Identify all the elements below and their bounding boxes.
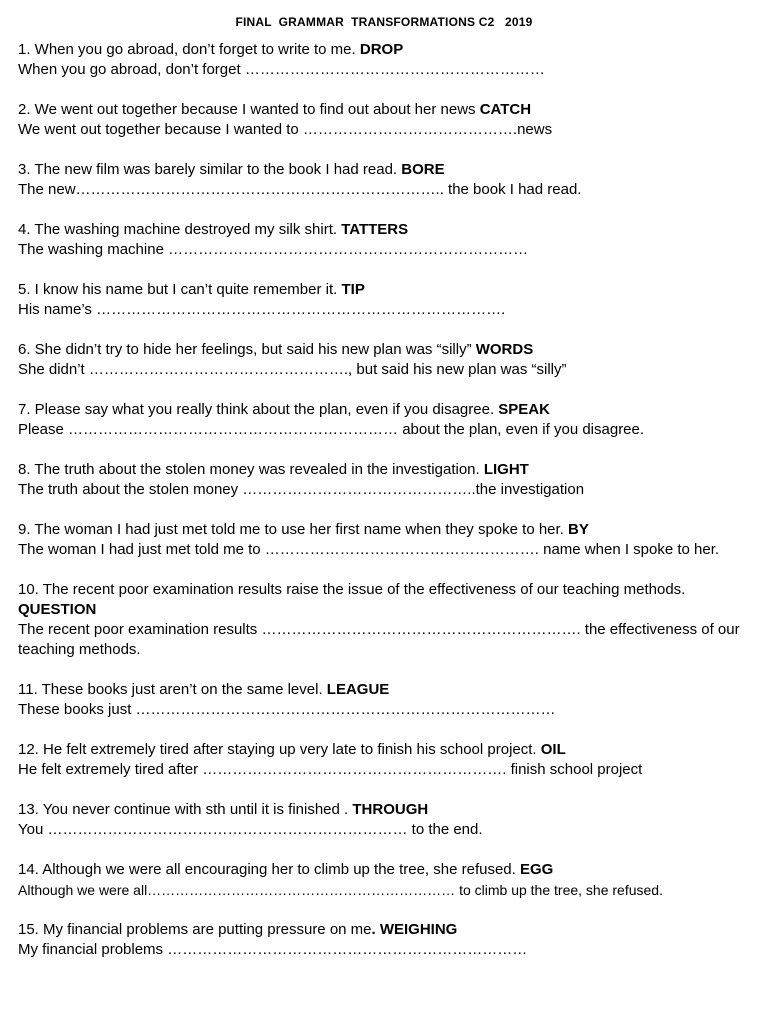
key-word: EGG: [519, 861, 554, 878]
key-word: . WEIGHING: [371, 921, 458, 938]
prompt-sentence: [18, 860, 750, 880]
prompt-text: 14. Although we were all encouraging her to climb up the tree, she refused.: [18, 861, 520, 878]
exercise-item-8: [18, 460, 750, 500]
prompt-sentence: [18, 340, 750, 360]
prompt-sentence: [18, 460, 750, 480]
prompt-text: 5. I know his name but I can’t quite remember it.: [18, 281, 342, 298]
worksheet-title: FINAL GRAMMAR TRANSFORMATIONS C2 2019: [235, 15, 533, 29]
answer-line: Please ………………………………………………………… about the plan, even if you disagree.: [18, 421, 645, 438]
prompt-sentence: [18, 680, 750, 700]
answer-line: The recent poor examination results ………………………………………………………. the effectiveness of our teaching methods.: [18, 621, 740, 658]
prompt-text: 2. We went out together because I wanted to find out about her news: [18, 101, 480, 118]
answer-line: These books just …………………………………………………………………………: [18, 701, 556, 718]
prompt-text: 3. The new film was barely similar to the book I had read.: [18, 161, 402, 178]
exercise-item-6: [18, 340, 750, 380]
key-word: CATCH: [479, 101, 532, 118]
exercise-item-13: [18, 800, 750, 840]
exercise-item-10: [18, 580, 750, 660]
answer-line: His name’s ……………………………………………………………………….: [18, 301, 506, 318]
prompt-sentence: [18, 400, 750, 420]
prompt-sentence: [18, 160, 750, 180]
prompt-text: 11. These books just aren’t on the same level.: [18, 681, 327, 698]
prompt-text: 7. Please say what you really think about the plan, even if you disagree.: [18, 401, 499, 418]
key-word: SPEAK: [498, 401, 550, 418]
key-word: TATTERS: [341, 221, 409, 238]
exercise-item-9: [18, 520, 750, 560]
answer-line: Although we were all………………………………………………………… to climb up the tree, she refused.: [18, 882, 663, 898]
prompt-text: 13. You never continue with sth until it is finished .: [18, 801, 353, 818]
prompt-sentence: [18, 100, 750, 120]
prompt-sentence: [18, 580, 750, 620]
key-word: OIL: [540, 741, 566, 758]
exercise-item-15: [18, 920, 750, 960]
prompt-text: 10. The recent poor examination results raise the issue of the effectiveness of our teaching methods.: [18, 581, 686, 598]
key-word: BY: [568, 521, 589, 538]
answer-line: The woman I had just met told me to ………………………………………………. name when I spoke to her.: [18, 541, 720, 558]
answer-line: The washing machine ………………………………………………………………: [18, 241, 529, 258]
exercise-item-4: [18, 220, 750, 260]
key-word: DROP: [359, 41, 404, 58]
prompt-sentence: [18, 920, 750, 940]
exercise-item-3: [18, 160, 750, 200]
exercise-item-7: [18, 400, 750, 440]
prompt-text: 15. My financial problems are putting pressure on me: [18, 921, 372, 938]
answer-line: When you go abroad, don’t forget ……………………………………………………: [18, 61, 545, 78]
answer-line: The truth about the stolen money ………………………………………..the investigation: [18, 481, 585, 498]
key-word: LIGHT: [483, 461, 529, 478]
prompt-text: 6. She didn’t try to hide her feelings, but said his new plan was “silly”: [18, 341, 476, 358]
prompt-sentence: [18, 800, 750, 820]
exercise-item-5: [18, 280, 750, 320]
answer-line: The new……………………………………………………………….. the book I had read.: [18, 181, 582, 198]
exercise-item-11: [18, 680, 750, 720]
answer-line: He felt extremely tired after ……………………………………………………. finish school project: [18, 761, 643, 778]
key-word: QUESTION: [18, 601, 97, 618]
prompt-text: 9. The woman I had just met told me to use her first name when they spoke to her.: [18, 521, 569, 538]
answer-line: We went out together because I wanted to …………………………………….news: [18, 121, 553, 138]
prompt-text: 1. When you go abroad, don’t forget to write to me.: [18, 41, 360, 58]
key-word: WORDS: [475, 341, 534, 358]
exercise-item-1: [18, 40, 750, 80]
exercise-item-2: [18, 100, 750, 140]
answer-line: My financial problems ………………………………………………………………: [18, 941, 528, 958]
prompt-sentence: [18, 740, 750, 760]
key-word: LEAGUE: [326, 681, 390, 698]
prompt-text: 12. He felt extremely tired after staying up very late to finish his school project.: [18, 741, 541, 758]
key-word: BORE: [401, 161, 445, 178]
key-word: THROUGH: [352, 801, 429, 818]
prompt-sentence: [18, 520, 750, 540]
answer-line: You ……………………………………………………………… to the end.: [18, 821, 483, 838]
exercise-item-14: [18, 860, 750, 900]
prompt-text: 4. The washing machine destroyed my silk shirt.: [18, 221, 342, 238]
key-word: TIP: [341, 281, 365, 298]
prompt-sentence: [18, 40, 750, 60]
prompt-text: 8. The truth about the stolen money was revealed in the investigation.: [18, 461, 484, 478]
answer-line: She didn’t ……………………………………………., but said his new plan was “silly”: [18, 361, 567, 378]
exercise-item-12: [18, 740, 750, 780]
prompt-sentence: [18, 220, 750, 240]
prompt-sentence: [18, 280, 750, 300]
